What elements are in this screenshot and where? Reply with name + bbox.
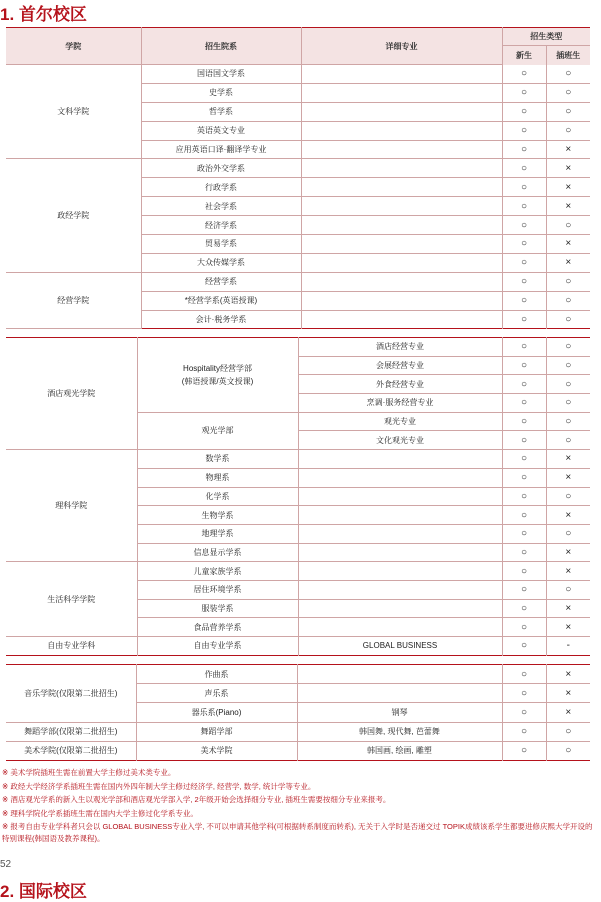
freshman-mark: ○ <box>502 121 546 140</box>
major-cell <box>298 543 502 562</box>
freshman-mark: ○ <box>502 178 546 197</box>
major-cell: 韩国舞, 现代舞, 芭蕾舞 <box>297 722 502 741</box>
freshman-mark: ○ <box>502 599 546 618</box>
footnotes <box>2 766 598 845</box>
college-cell: 美术学院(仅限第二批招生) <box>6 741 136 760</box>
freshman-mark: ○ <box>502 65 546 84</box>
major-cell <box>301 178 502 197</box>
major-cell: 酒店经营专业 <box>298 338 502 357</box>
department-cell: 居住环境学系 <box>137 580 298 599</box>
freshman-mark: ○ <box>502 159 546 178</box>
college-cell: 生活科学学院 <box>6 562 137 637</box>
major-cell <box>301 121 502 140</box>
table-row <box>6 272 590 291</box>
freshman-mark: ○ <box>502 722 546 741</box>
freshman-mark: ○ <box>502 637 546 656</box>
note-4: ※ 理科学院化学系插班生需在国内大学主修过化学系专业。 <box>2 808 198 818</box>
table-row <box>6 722 590 741</box>
table-row <box>6 159 590 178</box>
department-cell: 社会学系 <box>141 197 301 216</box>
major-cell <box>301 65 502 84</box>
major-cell: 韩国画, 绘画, 雕塑 <box>297 741 502 760</box>
page-number: 52 <box>0 859 12 870</box>
department-cell: 英语英文专业 <box>141 121 301 140</box>
transfer-mark: × <box>546 159 590 178</box>
transfer-mark: × <box>546 543 590 562</box>
transfer-mark: ○ <box>546 83 590 102</box>
freshman-mark: ○ <box>502 291 546 310</box>
transfer-mark: ○ <box>546 722 590 741</box>
header-major: 详细专业 <box>301 28 502 65</box>
transfer-mark: × <box>546 178 590 197</box>
department-cell: 观光学部 <box>137 412 298 449</box>
table-row <box>6 665 590 684</box>
freshman-mark: ○ <box>502 506 546 525</box>
transfer-mark: ○ <box>546 375 590 394</box>
major-cell <box>298 524 502 543</box>
table-row <box>6 450 590 469</box>
major-cell <box>298 506 502 525</box>
major-cell: 文化观光专业 <box>298 431 502 450</box>
department-cell: 经营学系 <box>141 272 301 291</box>
college-cell: 文科学院 <box>6 65 141 159</box>
major-cell: GLOBAL BUSINESS <box>298 637 502 656</box>
freshman-mark: ○ <box>502 450 546 469</box>
freshman-mark: ○ <box>502 310 546 329</box>
table-seoul-part3 <box>6 664 590 761</box>
department-cell: 化学系 <box>137 487 298 506</box>
freshman-mark: ○ <box>502 140 546 159</box>
department-cell <box>137 338 298 413</box>
major-cell <box>301 310 502 329</box>
freshman-mark: ○ <box>502 216 546 235</box>
transfer-mark: ○ <box>565 314 572 326</box>
table-row <box>6 65 590 84</box>
transfer-mark: ○ <box>546 487 590 506</box>
college-cell: 音乐学院(仅限第二批招生) <box>6 665 136 723</box>
transfer-mark: × <box>546 468 590 487</box>
department-cell: 物理系 <box>137 468 298 487</box>
department-cell: 服装学系 <box>137 599 298 618</box>
header-freshman: 新生 <box>502 46 546 65</box>
major-cell <box>298 580 502 599</box>
transfer-mark: × <box>546 253 590 272</box>
major-cell <box>301 235 502 254</box>
department-cell: 经济学系 <box>141 216 301 235</box>
department-cell: 自由专业学系 <box>137 637 298 656</box>
department-cell: 食品营养学系 <box>137 618 298 637</box>
transfer-mark: ○ <box>546 121 590 140</box>
department-cell: 生物学系 <box>137 506 298 525</box>
section-title-global: 2. 国际校区 <box>0 882 87 901</box>
transfer-mark: × <box>546 665 590 684</box>
major-cell <box>301 159 502 178</box>
department-cell: 大众传媒学系 <box>141 253 301 272</box>
freshman-mark: ○ <box>502 431 546 450</box>
department-cell: 舞蹈学部 <box>136 722 297 741</box>
table-row <box>6 741 590 760</box>
freshman-mark: ○ <box>502 703 546 722</box>
transfer-mark: × <box>546 450 590 469</box>
table-row <box>6 562 590 581</box>
freshman-mark: ○ <box>502 665 546 684</box>
freshman-mark: ○ <box>502 580 546 599</box>
major-cell <box>298 562 502 581</box>
freshman-mark: ○ <box>502 272 546 291</box>
freshman-mark: ○ <box>502 235 546 254</box>
freshman-mark: ○ <box>502 468 546 487</box>
note-2: ※ 政经大学经济学系插班生需在国内外四年制大学主修过经济学, 经营学, 数学, 统计学等专业。 <box>2 781 316 791</box>
college-cell: 酒店观光学院 <box>6 338 137 450</box>
transfer-mark: × <box>546 562 590 581</box>
department-cell: 政治外交学系 <box>141 159 301 178</box>
major-cell <box>301 83 502 102</box>
transfer-mark: × <box>546 140 590 159</box>
transfer-mark: ○ <box>546 431 590 450</box>
note-3: ※ 酒店观光学系的新入生以观光学部和酒店观光学部入学, 2年级开始会选择细分专业, 插班生需要按细分专业来报考。 <box>2 795 391 804</box>
transfer-mark: ○ <box>546 394 590 413</box>
department-cell: 应用英语口译·翻译学专业 <box>141 140 301 159</box>
department-cell: 作曲系 <box>136 665 297 684</box>
major-cell <box>301 197 502 216</box>
freshman-mark: ○ <box>502 524 546 543</box>
table-seoul-part2 <box>6 337 590 656</box>
table-row <box>6 637 590 656</box>
header-type: 招生类型 <box>502 28 590 46</box>
transfer-mark: ○ <box>546 356 590 375</box>
transfer-mark: ○ <box>546 65 590 84</box>
college-cell: 舞蹈学部(仅限第二批招生) <box>6 722 136 741</box>
major-cell <box>301 291 502 310</box>
major-cell: 钢琴 <box>297 703 502 722</box>
major-cell <box>301 140 502 159</box>
transfer-mark: ○ <box>546 580 590 599</box>
transfer-mark: ○ <box>546 338 590 357</box>
transfer-mark: × <box>546 684 590 703</box>
college-cell: 自由专业学科 <box>6 637 137 656</box>
transfer-mark: ○ <box>546 272 590 291</box>
major-cell <box>301 216 502 235</box>
freshman-mark: ○ <box>502 684 546 703</box>
hosp-dept-line1: Hospitality经营学部 <box>183 363 252 373</box>
major-cell <box>301 272 502 291</box>
freshman-mark: ○ <box>502 375 546 394</box>
freshman-mark: ○ <box>502 412 546 431</box>
department-cell: 国语国文学系 <box>141 65 301 84</box>
major-cell <box>298 599 502 618</box>
department-cell: 史学系 <box>141 83 301 102</box>
college-cell: 经营学院 <box>6 272 141 329</box>
freshman-mark: ○ <box>502 338 546 357</box>
major-cell <box>298 618 502 637</box>
transfer-mark: ○ <box>546 216 590 235</box>
freshman-mark: ○ <box>502 102 546 121</box>
freshman-mark: ○ <box>502 562 546 581</box>
department-cell: 美术学院 <box>136 741 297 760</box>
header-department: 招生院系 <box>141 28 301 65</box>
transfer-mark: × <box>546 703 590 722</box>
major-cell: 烹调·服务经营专业 <box>298 394 502 413</box>
freshman-mark: ○ <box>502 83 546 102</box>
department-cell: 会计·税务学系 <box>141 310 301 329</box>
major-cell: 会展经营专业 <box>298 356 502 375</box>
department-cell: 声乐系 <box>136 684 297 703</box>
transfer-mark: - <box>566 640 570 652</box>
department-cell: 地理学系 <box>137 524 298 543</box>
department-cell: 贸易学系 <box>141 235 301 254</box>
freshman-mark: ○ <box>502 487 546 506</box>
header-college: 学院 <box>6 28 141 65</box>
freshman-mark: ○ <box>502 394 546 413</box>
department-cell: 信息显示学系 <box>137 543 298 562</box>
freshman-mark: ○ <box>502 253 546 272</box>
freshman-mark: ○ <box>502 543 546 562</box>
department-cell: 器乐系(Piano) <box>136 703 297 722</box>
header-transfer: 插班生 <box>546 46 590 65</box>
major-cell <box>301 102 502 121</box>
major-cell <box>297 684 502 703</box>
department-cell: 儿童家族学系 <box>137 562 298 581</box>
department-cell: *经营学系(英语授课) <box>141 291 301 310</box>
transfer-mark: × <box>546 506 590 525</box>
major-cell: 外食经营专业 <box>298 375 502 394</box>
transfer-mark: ○ <box>546 524 590 543</box>
freshman-mark: ○ <box>502 197 546 216</box>
transfer-mark: × <box>546 599 590 618</box>
transfer-mark: ○ <box>565 745 572 757</box>
college-cell: 理科学院 <box>6 450 137 562</box>
transfer-mark: ○ <box>546 291 590 310</box>
major-cell <box>298 450 502 469</box>
note-5: ※ 报考自由专业学科者只会以 GLOBAL BUSINESS专业入学, 不可以申请其他学科(可根据转系制度而转系), 无关于入学时是否递交过 TOPIK成绩该系学生都要进修庆熙大学开设的特别课程(韩国语及教养课程)。 <box>2 822 593 843</box>
transfer-mark: × <box>546 618 590 637</box>
note-1: ※ 美术学院插班生需在前置大学主修过美术类专业。 <box>2 768 176 777</box>
freshman-mark: ○ <box>502 618 546 637</box>
major-cell <box>298 468 502 487</box>
section-title-seoul: 1. 首尔校区 <box>0 5 87 24</box>
table-seoul-part1 <box>6 27 590 329</box>
freshman-mark: ○ <box>502 741 546 760</box>
table-row <box>6 338 590 357</box>
transfer-mark: × <box>546 197 590 216</box>
department-cell: 哲学系 <box>141 102 301 121</box>
major-cell <box>298 487 502 506</box>
hosp-dept-line2: (韩语授课/英文授课) <box>181 376 254 386</box>
major-cell <box>297 665 502 684</box>
transfer-mark: ○ <box>546 102 590 121</box>
college-cell: 政经学院 <box>6 159 141 272</box>
transfer-mark: ○ <box>546 412 590 431</box>
department-cell: 数学系 <box>137 450 298 469</box>
transfer-mark: × <box>546 235 590 254</box>
freshman-mark: ○ <box>502 356 546 375</box>
major-cell <box>301 253 502 272</box>
department-cell: 行政学系 <box>141 178 301 197</box>
major-cell: 观光专业 <box>298 412 502 431</box>
